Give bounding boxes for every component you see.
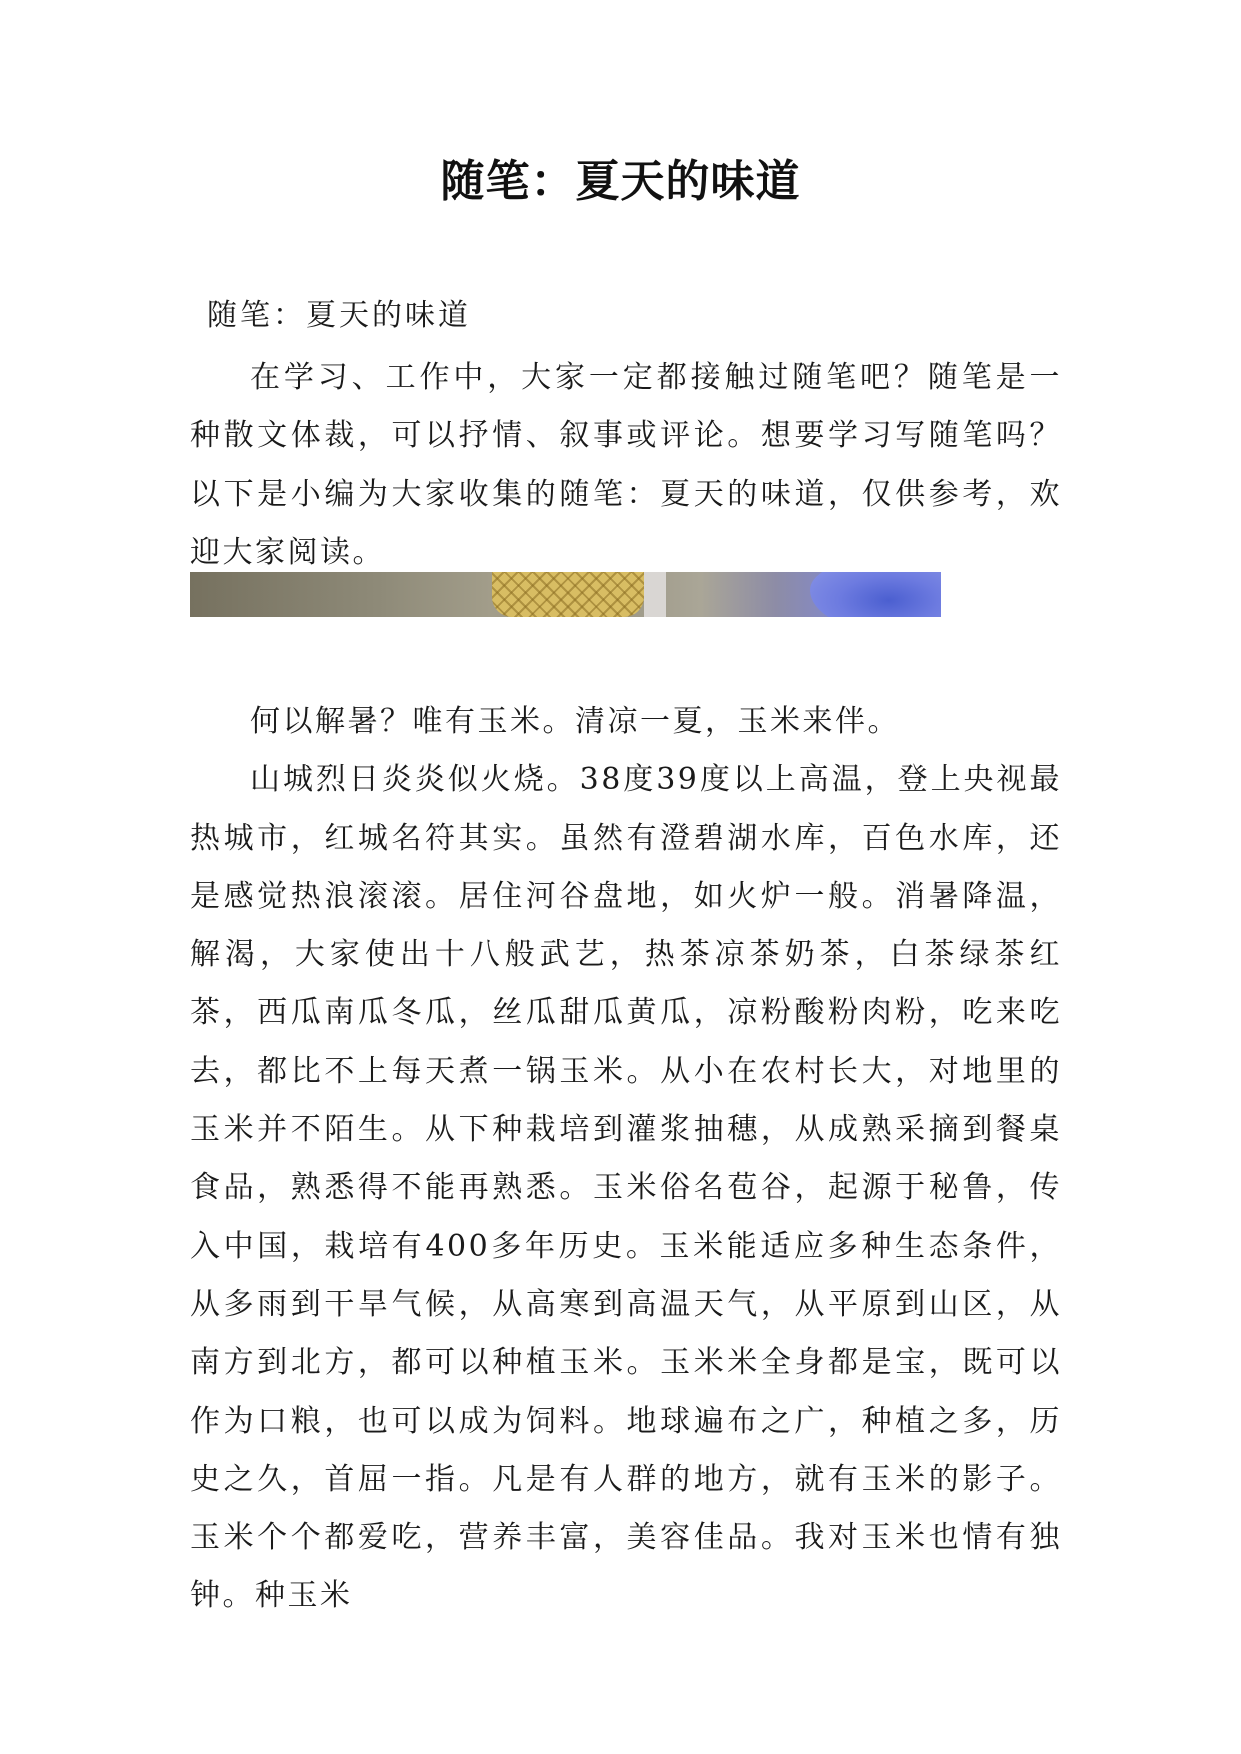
ice-cream-photo <box>190 572 941 617</box>
body-paragraph: 何以解暑？唯有玉米。清凉一夏，玉米来伴。 <box>250 704 900 739</box>
intro-paragraph: 在学习、工作中，大家一定都接触过随笔吧？随笔是一种散文体裁，可以抒情、叙事或评论。想要学习写随笔吗？以下是小编为大家收集的随笔：夏天的味道，仅供参考，欢迎大家阅读。 <box>190 360 1062 570</box>
main-section <box>190 693 1062 1626</box>
paper-cup-graphic <box>644 572 666 617</box>
document-subtitle: 随笔：夏天的味道 <box>207 298 471 333</box>
intro-section <box>190 349 1062 582</box>
body-paragraph: 山城烈日炎炎似火烧。38度39度以上高温，登上央视最热城市，红城名符其实。虽然有澄碧湖水库，百色水库，还是感觉热浪滚滚。居住河谷盘地，如火炉一般。消暑降温，解渴，大家使出十八般武艺，热茶凉茶奶茶，白茶绿茶红茶，西瓜南瓜冬瓜，丝瓜甜瓜黄瓜，凉粉酸粉肉粉，吃来吃去，都比不上每天煮一锅玉米。从小在农村长大，对地里的玉米并不陌生。从下种栽培到灌浆抽穗，从成熟采摘到餐桌食品，熟悉得不能再熟悉。玉米俗名苞谷，起源于秘鲁，传入中国，栽培有400多年历史。玉米能适应多种生态条件，从多雨到干旱气候，从高寒到高温天气，从平原到山区，从南方到北方，都可以种植玉米。玉米米全身都是宝，既可以作为口粮，也可以成为饲料。地球遍布之广，种植之多，历史之久，首屈一指。凡是有人群的地方，就有玉米的影子。玉米个个都爱吃，营养丰富，美容佳品。我对玉米也情有独钟。种玉米 <box>190 762 1062 1614</box>
waffle-cone-graphic <box>492 572 644 617</box>
blue-ice-cream-graphic <box>810 572 941 617</box>
document-title: 随笔：夏天的味道 <box>440 156 801 207</box>
